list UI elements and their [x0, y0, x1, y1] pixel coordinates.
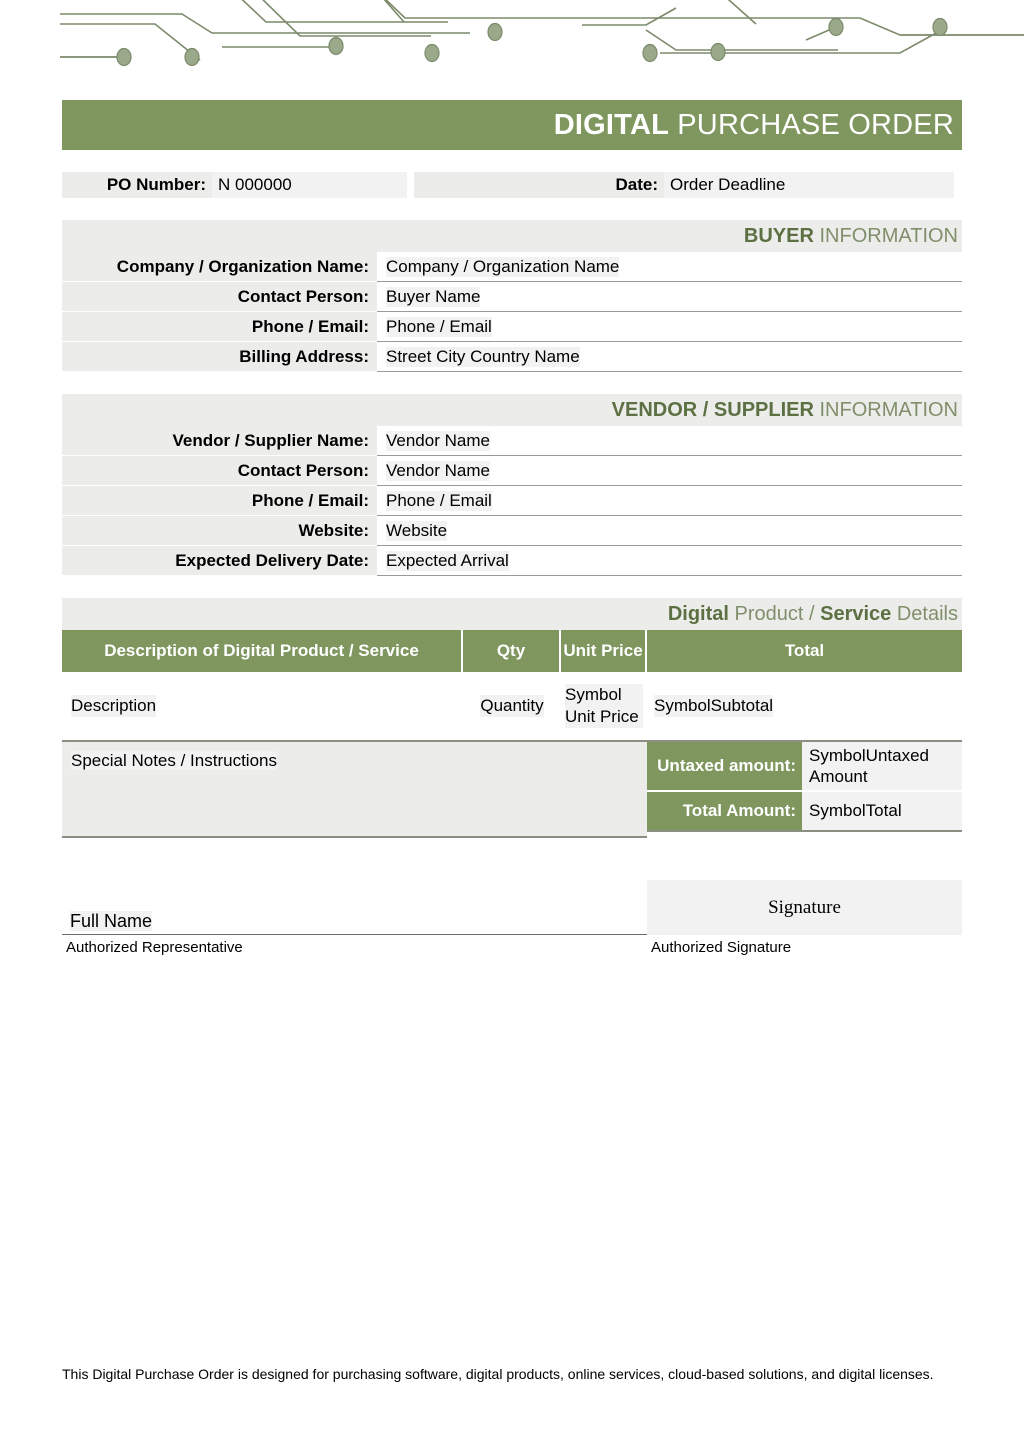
field-label: Expected Delivery Date: [62, 546, 377, 576]
field-value[interactable] [377, 426, 962, 456]
special-notes-area[interactable] [62, 742, 647, 838]
items-heading-part3: Service [820, 602, 892, 625]
field-label: Billing Address: [62, 342, 377, 372]
document-title-bar [62, 100, 962, 150]
date-value[interactable]: Order Deadline [664, 172, 954, 198]
items-heading-part4: Details [891, 602, 958, 625]
field-value-text: Expected Arrival [386, 550, 509, 570]
field-value[interactable] [377, 312, 962, 342]
po-number-label: PO Number: [62, 172, 212, 198]
field-value[interactable] [377, 486, 962, 516]
field-row [62, 426, 962, 456]
signature-section [62, 880, 962, 956]
field-value-text: Buyer Name [386, 286, 481, 306]
cell-description[interactable] [62, 672, 463, 740]
cell-total-text: SymbolSubtotal [654, 696, 774, 716]
signature-caption: Authorized Signature [651, 939, 792, 956]
column-header-unit-price: Unit Price [561, 630, 647, 672]
column-header-description: Description of Digital Product / Service [62, 630, 463, 672]
field-label: Phone / Email: [62, 312, 377, 342]
cell-qty[interactable] [463, 672, 561, 740]
po-number-value[interactable]: N 000000 [212, 172, 407, 198]
items-heading-part2: Product / [728, 602, 821, 625]
field-value[interactable] [377, 342, 962, 372]
total-amount-value[interactable] [802, 792, 962, 832]
full-name-text: Full Name [70, 911, 153, 931]
representative-caption: Authorized Representative [66, 939, 243, 956]
signature-block [647, 880, 962, 956]
total-amount-label: Total Amount: [647, 792, 802, 832]
date-label: Date: [414, 172, 664, 198]
vendor-fields [62, 426, 962, 576]
field-value[interactable] [377, 516, 962, 546]
field-row [62, 342, 962, 372]
table-row [62, 672, 962, 742]
items-section-heading [62, 598, 962, 630]
field-value-text: Street City Country Name [386, 346, 580, 366]
document-page [62, 0, 962, 956]
field-label: Company / Organization Name: [62, 252, 377, 282]
buyer-section-heading [62, 220, 962, 252]
items-heading-part1: Digital [667, 602, 729, 625]
total-amount-row [647, 792, 962, 832]
buyer-fields [62, 252, 962, 372]
field-value[interactable] [377, 252, 962, 282]
vendor-heading-rest: INFORMATION [813, 398, 958, 421]
vendor-section-heading [62, 394, 962, 426]
special-notes-label: Special Notes / Instructions [71, 751, 277, 770]
untaxed-value[interactable] [802, 742, 962, 792]
po-meta-row [62, 172, 962, 198]
field-value[interactable] [377, 282, 962, 312]
cell-unit-price[interactable] [561, 672, 647, 740]
field-value-text: Company / Organization Name [386, 256, 620, 276]
cell-unit-price-text: Symbol Unit Price [565, 684, 643, 728]
field-label: Phone / Email: [62, 486, 377, 516]
footer-note: This Digital Purchase Order is designed for purchasing software, digital products, online services, cloud-based solutions, and digital licenses. [62, 1366, 934, 1382]
field-label: Contact Person: [62, 456, 377, 486]
field-row [62, 312, 962, 342]
buyer-heading-rest: INFORMATION [813, 224, 958, 247]
page-title-rest: PURCHASE ORDER [669, 108, 954, 141]
cell-qty-text: Quantity [480, 696, 544, 716]
page-title-bold: DIGITAL [553, 108, 669, 141]
totals-block [647, 742, 962, 838]
field-row [62, 546, 962, 576]
field-row [62, 486, 962, 516]
notes-and-totals [62, 742, 962, 838]
field-row [62, 516, 962, 546]
representative-block [62, 911, 647, 956]
po-row-spacer [407, 172, 414, 198]
cell-description-text: Description [71, 696, 157, 716]
field-row [62, 456, 962, 486]
column-header-qty: Qty [463, 630, 561, 672]
field-row [62, 282, 962, 312]
field-label: Website: [62, 516, 377, 546]
field-row [62, 252, 962, 282]
untaxed-row [647, 742, 962, 792]
field-value-text: Phone / Email [386, 490, 492, 510]
untaxed-value-text: SymbolUntaxed Amount [809, 745, 955, 788]
buyer-heading-bold: BUYER [743, 224, 814, 247]
page-title [554, 109, 954, 142]
field-value[interactable] [377, 456, 962, 486]
cell-total[interactable] [647, 672, 962, 740]
total-amount-value-text: SymbolTotal [809, 801, 902, 821]
column-header-total: Total [784, 641, 825, 661]
full-name-field[interactable] [62, 911, 647, 934]
field-label: Contact Person: [62, 282, 377, 312]
field-value-text: Website [386, 520, 448, 540]
field-value-text: Vendor Name [386, 460, 490, 480]
field-value-text: Vendor Name [386, 430, 490, 450]
items-table-header [62, 630, 962, 672]
untaxed-label: Untaxed amount: [647, 742, 802, 792]
vendor-heading-bold: VENDOR / SUPPLIER [611, 398, 814, 421]
field-value-text: Phone / Email [386, 316, 492, 336]
field-value[interactable] [377, 546, 962, 576]
field-label: Vendor / Supplier Name: [62, 426, 377, 456]
signature-input[interactable]: Signature [647, 880, 962, 935]
